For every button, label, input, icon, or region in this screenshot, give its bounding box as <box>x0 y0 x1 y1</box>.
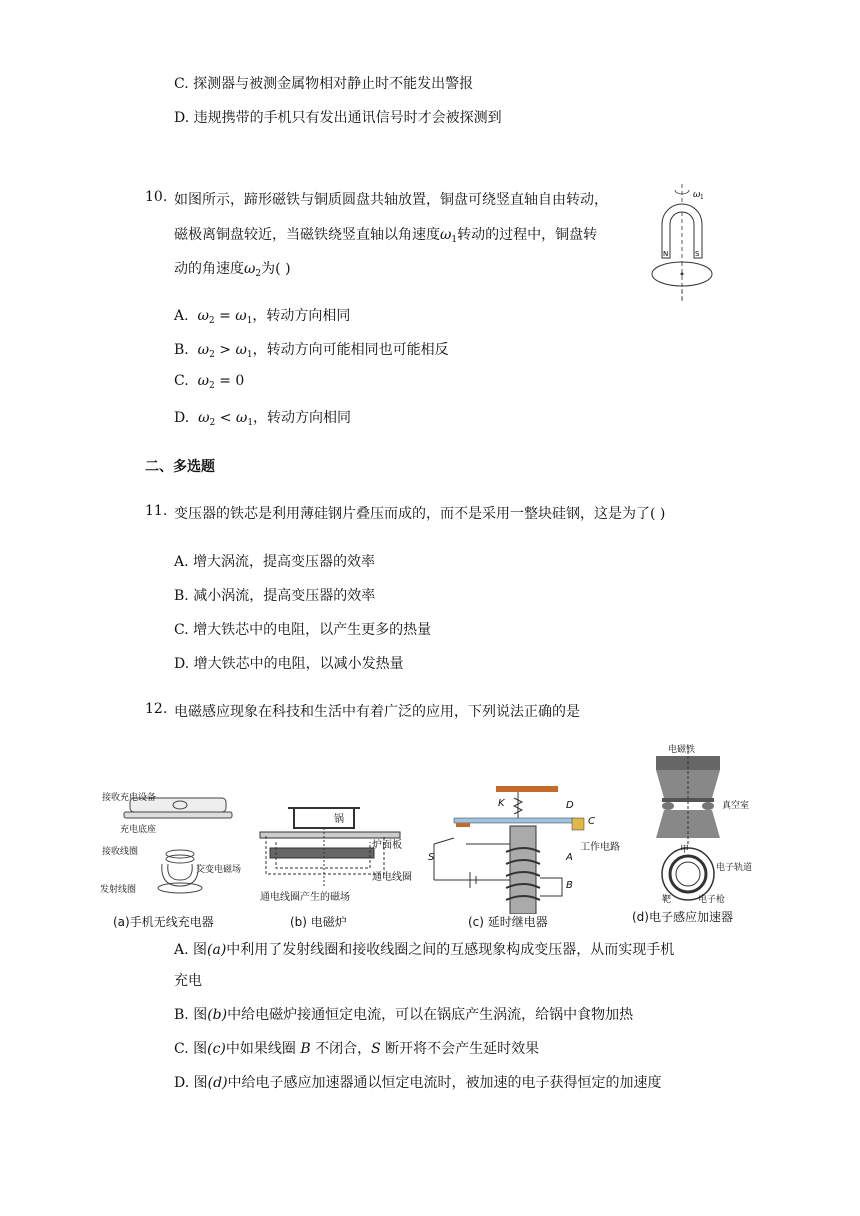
q11-number: 11. <box>145 503 168 519</box>
figure-d-caption: (d)电子感应加速器 <box>632 910 733 924</box>
q10-number: 10. <box>145 189 168 205</box>
figure-b-induction-cooker: 锅 炉面板 通电线圈 通电线圈产生的磁场 <box>254 794 424 914</box>
q10-magnet-disk-figure <box>648 180 724 305</box>
q12-stem: 电磁感应现象在科技和生活中有着广泛的应用，下列说法正确的是 <box>174 704 580 720</box>
q12-option-c: C. 图(c)中如果线圈 B 不闭合，S 断开将不会产生延时效果 <box>174 1041 540 1057</box>
figure-d-electron-accelerator: 电磁铁 真空室 甲 电子轨道 靶 电子枪 <box>628 738 758 908</box>
q11-option-b: B. 减小涡流，提高变压器的效率 <box>174 588 376 604</box>
svg-text:S: S <box>695 250 700 258</box>
q12-option-a-line2: 充电 <box>174 973 202 989</box>
q10-option-d: D. $\omega_2 < \omega_1$，转动方向相同 <box>174 410 352 428</box>
figure-b-caption: (b) 电磁炉 <box>290 915 347 929</box>
q9-option-c: C. 探测器与被测金属物相对静止时不能发出警报 <box>174 76 474 92</box>
q11-stem: 变压器的铁芯是利用薄硅钢片叠压而成的，而不是采用一整块硅钢，这是为了( ) <box>174 506 666 522</box>
q12-number: 12. <box>145 701 168 717</box>
q11-option-c: C. 增大铁芯中的电阻，以产生更多的热量 <box>174 622 432 638</box>
q12-option-b: B. 图(b)中给电磁炉接通恒定电流，可以在锅底产生涡流，给锅中食物加热 <box>174 1007 634 1023</box>
section-heading: 二、多选题 <box>145 459 215 475</box>
q10-option-b: B. $\omega_2 > \omega_1$，转动方向可能相同也可能相反 <box>174 342 449 360</box>
q9-option-d: D. 违规携带的手机只有发出通讯信号时才会被探测到 <box>174 110 502 126</box>
q12-option-d: D. 图(d)中给电子感应加速器通以恒定电流时，被加速的电子获得恒定的加速度 <box>174 1075 662 1091</box>
svg-text:1: 1 <box>700 194 704 201</box>
q10-stem-line1: 如图所示，蹄形磁铁与铜质圆盘共轴放置，铜盘可绕竖直轴自由转动， <box>174 192 608 208</box>
q12-option-a-line1: A. 图(a)中利用了发射线圈和接收线圈之间的互感现象构成变压器，从而实现手机 <box>174 942 675 958</box>
q11-option-a: A. 增大涡流，提高变压器的效率 <box>174 554 376 570</box>
q10-option-c: C. $\omega_2 = 0$ <box>174 373 245 391</box>
figure-c-caption: (c) 延时继电器 <box>468 915 548 929</box>
q11-option-d: D. 增大铁芯中的电阻，以减小发热量 <box>174 656 404 672</box>
q10-option-a: A. $\omega_2 = \omega_1$，转动方向相同 <box>174 308 351 326</box>
figure-a-caption: (a)手机无线充电器 <box>113 915 214 929</box>
figure-c-delay-relay: K D C S A B 工作电路 <box>426 782 626 914</box>
figure-a-wireless-charger: 接收充电设备 充电底座 接收线圈 交变电磁场 发射线圈 <box>100 793 242 895</box>
q10-stem-line3: 动的角速度$\omega_2$为( ) <box>174 261 291 279</box>
q10-stem-line2: 磁极离铜盘较近，当磁铁绕竖直轴以角速度$\omega_1$转动的过程中，铜盘转 <box>174 227 598 245</box>
fig-omega-label: ω <box>693 190 701 200</box>
svg-text:N: N <box>663 250 669 258</box>
